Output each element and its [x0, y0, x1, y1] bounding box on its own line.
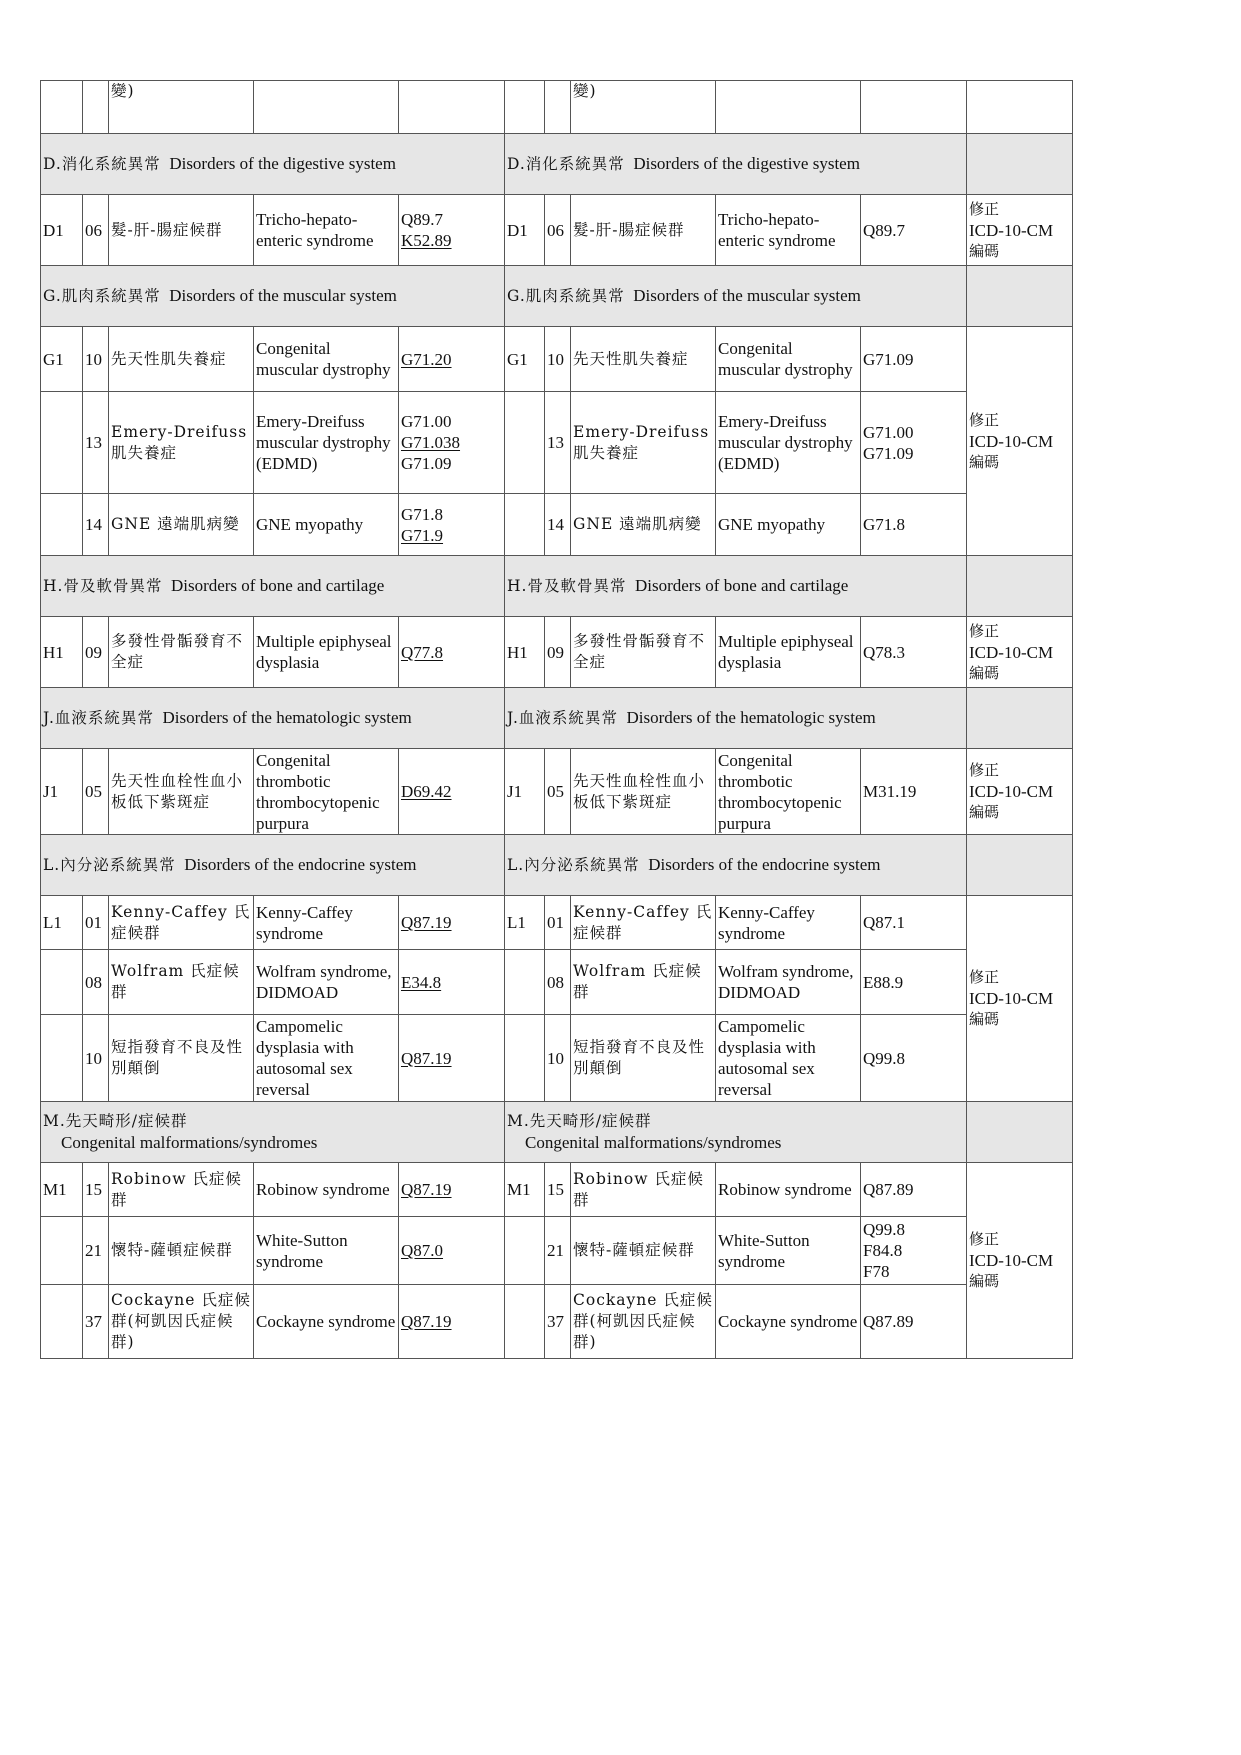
new-disease-name-zh: Robinow 氏症候群	[571, 1163, 716, 1217]
continuation-text-left: 變)	[109, 81, 254, 134]
old-item-number: 08	[83, 950, 109, 1015]
new-icd-code: Q99.8	[863, 1048, 906, 1068]
new-group-code: M1	[505, 1163, 545, 1217]
revision-note	[967, 749, 1073, 835]
new-disease-name-zh: Emery-Dreifuss 肌失養症	[571, 392, 716, 494]
new-icd-code: Q78.3	[863, 642, 906, 662]
new-icd-codes	[861, 749, 967, 835]
new-icd-codes	[861, 392, 967, 494]
old-icd-code: G71.9	[401, 525, 444, 545]
section-title-left	[41, 266, 505, 327]
table-row	[41, 617, 1073, 688]
old-group-code: L1	[41, 896, 83, 950]
new-disease-name-zh: 先天性肌失養症	[571, 327, 716, 392]
table-row	[41, 494, 1073, 556]
table-row	[41, 1285, 1073, 1359]
new-icd-code: Q87.89	[863, 1312, 914, 1331]
section-title-en: Disorders of bone and cartilage	[170, 576, 385, 595]
old-icd-codes	[399, 392, 505, 494]
section-title-right	[505, 134, 967, 195]
section-title-left	[41, 835, 505, 896]
new-disease-name-en: Wolfram syndrome, DIDMOAD	[716, 950, 861, 1015]
new-group-code	[505, 494, 545, 556]
table-row	[41, 749, 1073, 835]
new-item-number: 14	[545, 494, 571, 556]
old-icd-code: Q87.0	[401, 1241, 444, 1260]
revision-note-line2: ICD-10-CM	[969, 1251, 1054, 1270]
section-header-L	[41, 835, 1073, 896]
old-icd-code: Q77.8	[401, 642, 444, 662]
section-header-H	[41, 556, 1073, 617]
new-disease-name-zh: 髮-肝-腸症候群	[571, 195, 716, 266]
old-disease-name-zh: 先天性肌失養症	[109, 327, 254, 392]
new-item-number: 05	[545, 749, 571, 835]
section-header-D	[41, 134, 1073, 195]
section-title-left	[41, 556, 505, 617]
section-title-zh: G.肌肉系統異常	[507, 287, 625, 305]
section-note-empty	[967, 1102, 1073, 1163]
new-disease-name-en: GNE myopathy	[716, 494, 861, 556]
new-group-code	[505, 1217, 545, 1285]
new-icd-code: Q87.89	[863, 1180, 914, 1199]
section-title-en: Disorders of the hematologic system	[626, 708, 876, 727]
new-disease-name-zh: Cockayne 氏症候群(柯凱因氏症候群)	[571, 1285, 716, 1359]
section-title-right	[505, 688, 967, 749]
new-group-code	[505, 950, 545, 1015]
old-disease-name-zh: Kenny-Caffey 氏症候群	[109, 896, 254, 950]
new-item-number: 21	[545, 1217, 571, 1285]
new-icd-codes	[861, 617, 967, 688]
revision-note-line2: ICD-10-CM	[969, 989, 1054, 1008]
new-icd-codes	[861, 327, 967, 392]
table-row	[41, 392, 1073, 494]
old-disease-name-zh: 短指發育不良及性別顛倒	[109, 1015, 254, 1102]
section-title-zh: J.血液系統異常	[43, 709, 154, 727]
section-title-en: Disorders of the digestive system	[169, 154, 396, 173]
section-title-zh: H.骨及軟骨異常	[507, 577, 627, 595]
old-group-code	[41, 494, 83, 556]
new-item-number: 09	[545, 617, 571, 688]
new-group-code: J1	[505, 749, 545, 835]
old-disease-name-en: White-Sutton syndrome	[254, 1217, 399, 1285]
old-icd-codes	[399, 195, 505, 266]
section-title-en: Disorders of the hematologic system	[162, 708, 412, 727]
old-icd-code: Q87.19	[401, 1312, 452, 1331]
section-title-left	[41, 688, 505, 749]
new-disease-name-zh: 多發性骨骺發育不全症	[571, 617, 716, 688]
revision-note	[967, 617, 1073, 688]
revision-note	[967, 896, 1073, 1102]
table-row	[41, 327, 1073, 392]
new-icd-codes	[861, 1217, 967, 1285]
old-icd-codes	[399, 494, 505, 556]
old-disease-name-en: Emery-Dreifuss muscular dystrophy (EDMD)	[254, 392, 399, 494]
old-icd-code: E34.8	[401, 972, 442, 992]
old-disease-name-en: Wolfram syndrome, DIDMOAD	[254, 950, 399, 1015]
section-note-empty	[967, 556, 1073, 617]
new-icd-code: G71.00	[863, 422, 914, 442]
table-row	[41, 1015, 1073, 1102]
new-disease-name-zh: Kenny-Caffey 氏症候群	[571, 896, 716, 950]
section-title-zh: D.消化系統異常	[43, 155, 161, 173]
section-title-en: Disorders of bone and cartilage	[634, 576, 849, 595]
new-icd-codes	[861, 494, 967, 556]
old-icd-code: G71.09	[401, 454, 452, 473]
old-disease-name-en: Robinow syndrome	[254, 1163, 399, 1217]
old-icd-codes	[399, 327, 505, 392]
old-icd-code: Q87.19	[401, 1180, 452, 1199]
old-disease-name-en: GNE myopathy	[254, 494, 399, 556]
revision-note-line2: ICD-10-CM	[969, 782, 1054, 801]
section-title-right	[505, 556, 967, 617]
new-group-code: G1	[505, 327, 545, 392]
old-group-code	[41, 1285, 83, 1359]
old-icd-codes	[399, 1163, 505, 1217]
old-icd-codes	[399, 1285, 505, 1359]
new-icd-code: Q99.8	[863, 1220, 906, 1239]
old-group-code: G1	[41, 327, 83, 392]
old-item-number: 06	[83, 195, 109, 266]
table-row	[41, 896, 1073, 950]
cell	[861, 81, 967, 134]
section-header-G	[41, 266, 1073, 327]
old-group-code: H1	[41, 617, 83, 688]
section-title-zh: J.血液系統異常	[507, 709, 618, 727]
continuation-text-right: 變)	[571, 81, 716, 134]
revision-note-line1: 修正	[969, 621, 1000, 640]
section-title-left	[41, 134, 505, 195]
section-title-en: Congenital malformations/syndromes	[525, 1133, 782, 1152]
revision-note-line1: 修正	[969, 761, 1000, 779]
cell	[254, 81, 399, 134]
new-group-code: L1	[505, 896, 545, 950]
old-group-code: M1	[41, 1163, 83, 1217]
new-item-number: 08	[545, 950, 571, 1015]
section-title-zh: H.骨及軟骨異常	[43, 577, 163, 595]
new-group-code	[505, 1285, 545, 1359]
new-icd-code: M31.19	[863, 782, 917, 801]
new-icd-codes	[861, 896, 967, 950]
old-item-number: 14	[83, 494, 109, 556]
section-title-right	[505, 835, 967, 896]
old-item-number: 10	[83, 327, 109, 392]
revision-note	[967, 327, 1073, 556]
old-item-number: 10	[83, 1015, 109, 1102]
new-item-number: 10	[545, 327, 571, 392]
old-disease-name-zh: Emery-Dreifuss 肌失養症	[109, 392, 254, 494]
old-icd-code: Q89.7	[401, 210, 444, 229]
old-disease-name-zh: 先天性血栓性血小板低下紫斑症	[109, 749, 254, 835]
new-group-code: D1	[505, 195, 545, 266]
old-icd-code: G71.8	[401, 504, 444, 524]
section-title-en: Congenital malformations/syndromes	[61, 1133, 318, 1152]
old-icd-codes	[399, 617, 505, 688]
old-disease-name-en: Campomelic dysplasia with autosomal sex reversal	[254, 1015, 399, 1102]
old-disease-name-en: Multiple epiphyseal dysplasia	[254, 617, 399, 688]
cell	[399, 81, 505, 134]
revision-note-line3: 編碼	[969, 803, 1000, 821]
new-disease-name-en: Emery-Dreifuss muscular dystrophy (EDMD)	[716, 392, 861, 494]
revision-note-line3: 編碼	[969, 663, 1000, 682]
old-disease-name-en: Tricho-hepato-enteric syndrome	[254, 195, 399, 266]
old-icd-codes	[399, 896, 505, 950]
old-disease-name-zh: 懷特-薩頓症候群	[109, 1217, 254, 1285]
old-group-code: J1	[41, 749, 83, 835]
cell	[716, 81, 861, 134]
new-disease-name-en: Robinow syndrome	[716, 1163, 861, 1217]
old-icd-code: Q87.19	[401, 1048, 452, 1068]
new-icd-codes	[861, 1163, 967, 1217]
old-item-number: 01	[83, 896, 109, 950]
new-group-code	[505, 392, 545, 494]
old-icd-code: G71.20	[401, 349, 452, 369]
new-disease-name-zh: 先天性血栓性血小板低下紫斑症	[571, 749, 716, 835]
new-item-number: 01	[545, 896, 571, 950]
cell	[545, 81, 571, 134]
new-disease-name-en: Cockayne syndrome	[716, 1285, 861, 1359]
section-note-empty	[967, 134, 1073, 195]
old-icd-code: G71.00	[401, 412, 452, 431]
revision-note-line3: 編碼	[969, 1010, 1000, 1028]
new-group-code: H1	[505, 617, 545, 688]
old-disease-name-zh: 多發性骨骺發育不全症	[109, 617, 254, 688]
revision-note-line2: ICD-10-CM	[969, 220, 1054, 240]
section-title-right	[505, 1102, 967, 1163]
continuation-row	[41, 81, 1073, 134]
revision-note	[967, 195, 1073, 266]
section-title-zh: M.先天畸形/症候群	[43, 1112, 188, 1130]
old-disease-name-zh: GNE 遠端肌病變	[109, 494, 254, 556]
section-title-zh: L.內分泌系統異常	[507, 856, 640, 874]
new-disease-name-en: Tricho-hepato-enteric syndrome	[716, 195, 861, 266]
revision-note-line1: 修正	[969, 199, 1000, 218]
cell	[83, 81, 109, 134]
new-disease-name-zh: 懷特-薩頓症候群	[571, 1217, 716, 1285]
table-row	[41, 950, 1073, 1015]
comparison-table	[40, 80, 1073, 1359]
old-icd-codes	[399, 1015, 505, 1102]
revision-note-line3: 編碼	[969, 1272, 1000, 1290]
new-disease-name-zh: 短指發育不良及性別顛倒	[571, 1015, 716, 1102]
new-icd-code: Q89.7	[863, 220, 906, 240]
new-item-number: 37	[545, 1285, 571, 1359]
section-header-M	[41, 1102, 1073, 1163]
section-title-en: Disorders of the endocrine system	[184, 855, 417, 874]
section-title-zh: L.內分泌系統異常	[43, 856, 176, 874]
old-icd-code: D69.42	[401, 782, 452, 801]
section-note-empty	[967, 266, 1073, 327]
old-icd-codes	[399, 950, 505, 1015]
new-item-number: 13	[545, 392, 571, 494]
revision-note-line1: 修正	[969, 1230, 1000, 1248]
new-disease-name-en: Kenny-Caffey syndrome	[716, 896, 861, 950]
cell	[41, 81, 83, 134]
old-disease-name-zh: Wolfram 氏症候群	[109, 950, 254, 1015]
section-note-empty	[967, 835, 1073, 896]
new-disease-name-en: Campomelic dysplasia with autosomal sex reversal	[716, 1015, 861, 1102]
section-title-zh: G.肌肉系統異常	[43, 287, 161, 305]
new-icd-code: G71.09	[863, 443, 914, 463]
revision-note-line1: 修正	[969, 410, 1000, 429]
new-disease-name-en: Congenital thrombotic thrombocytopenic purpura	[716, 749, 861, 835]
old-item-number: 13	[83, 392, 109, 494]
old-disease-name-en: Congenital muscular dystrophy	[254, 327, 399, 392]
cell	[967, 81, 1073, 134]
new-icd-codes	[861, 195, 967, 266]
section-title-zh: M.先天畸形/症候群	[507, 1112, 652, 1130]
section-title-en: Disorders of the muscular system	[633, 286, 861, 305]
section-note-empty	[967, 688, 1073, 749]
new-icd-codes	[861, 1285, 967, 1359]
old-item-number: 37	[83, 1285, 109, 1359]
old-group-code	[41, 1217, 83, 1285]
table-row	[41, 195, 1073, 266]
revision-note	[967, 1163, 1073, 1359]
old-item-number: 15	[83, 1163, 109, 1217]
new-disease-name-en: Multiple epiphyseal dysplasia	[716, 617, 861, 688]
old-icd-code: G71.038	[401, 433, 461, 452]
section-title-en: Disorders of the digestive system	[633, 154, 860, 173]
old-disease-name-en: Cockayne syndrome	[254, 1285, 399, 1359]
new-icd-codes	[861, 1015, 967, 1102]
old-disease-name-zh: Robinow 氏症候群	[109, 1163, 254, 1217]
old-icd-codes	[399, 749, 505, 835]
old-icd-code: K52.89	[401, 231, 452, 250]
revision-note-line2: ICD-10-CM	[969, 431, 1054, 451]
new-icd-code: F84.8	[863, 1241, 903, 1260]
old-group-code	[41, 1015, 83, 1102]
new-group-code	[505, 1015, 545, 1102]
new-icd-code: G71.8	[863, 515, 906, 534]
new-icd-code: F78	[863, 1262, 890, 1281]
old-group-code	[41, 392, 83, 494]
old-disease-name-zh: 髮-肝-腸症候群	[109, 195, 254, 266]
new-icd-code: E88.9	[863, 972, 904, 992]
old-disease-name-en: Congenital thrombotic thrombocytopenic purpura	[254, 749, 399, 835]
new-icd-code: Q87.1	[863, 913, 906, 932]
old-item-number: 09	[83, 617, 109, 688]
new-icd-codes	[861, 950, 967, 1015]
table-row	[41, 1217, 1073, 1285]
new-disease-name-en: White-Sutton syndrome	[716, 1217, 861, 1285]
new-disease-name-zh: GNE 遠端肌病變	[571, 494, 716, 556]
new-disease-name-en: Congenital muscular dystrophy	[716, 327, 861, 392]
revision-note-line3: 編碼	[969, 452, 1000, 471]
new-item-number: 15	[545, 1163, 571, 1217]
old-item-number: 21	[83, 1217, 109, 1285]
revision-note-line3: 編碼	[969, 241, 1000, 260]
old-icd-code: Q87.19	[401, 913, 452, 932]
new-item-number: 06	[545, 195, 571, 266]
table-row	[41, 1163, 1073, 1217]
old-disease-name-zh: Cockayne 氏症候群(柯凱因氏症候群)	[109, 1285, 254, 1359]
old-icd-codes	[399, 1217, 505, 1285]
new-item-number: 10	[545, 1015, 571, 1102]
cell	[505, 81, 545, 134]
new-disease-name-zh: Wolfram 氏症候群	[571, 950, 716, 1015]
section-title-en: Disorders of the endocrine system	[648, 855, 881, 874]
old-group-code	[41, 950, 83, 1015]
old-group-code: D1	[41, 195, 83, 266]
section-title-en: Disorders of the muscular system	[169, 286, 397, 305]
new-icd-code: G71.09	[863, 349, 914, 369]
revision-note-line2: ICD-10-CM	[969, 642, 1054, 662]
section-title-left	[41, 1102, 505, 1163]
section-header-J	[41, 688, 1073, 749]
section-title-right	[505, 266, 967, 327]
revision-note-line1: 修正	[969, 968, 1000, 986]
section-title-zh: D.消化系統異常	[507, 155, 625, 173]
old-disease-name-en: Kenny-Caffey syndrome	[254, 896, 399, 950]
old-item-number: 05	[83, 749, 109, 835]
